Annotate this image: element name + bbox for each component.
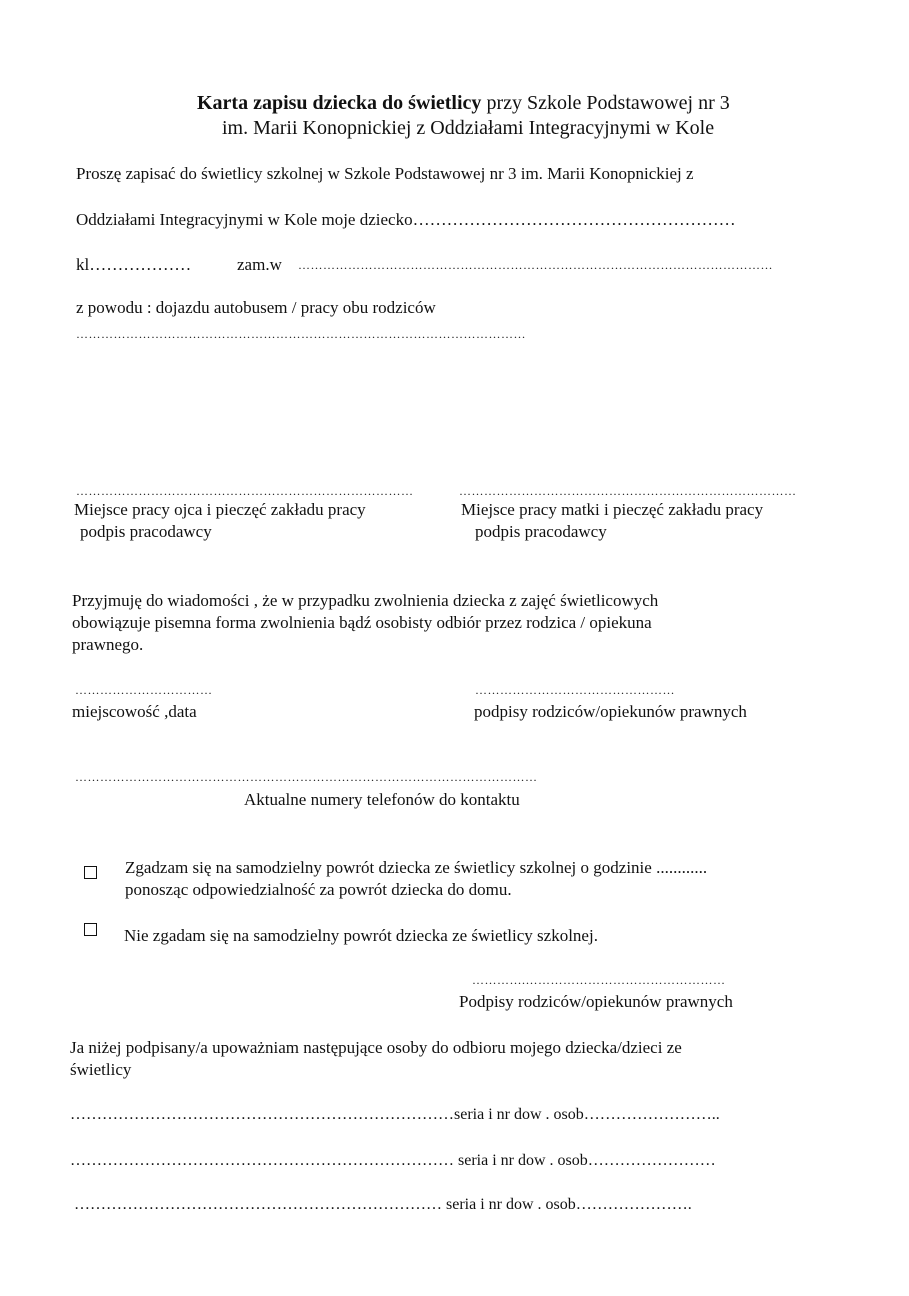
phone-numbers-label: Aktualne numery telefonów do kontaktu <box>244 790 520 809</box>
reason-field[interactable]: ……………………………………………………………………………………………… <box>76 327 526 341</box>
agree-checkbox[interactable] <box>84 866 97 879</box>
parents-signature-2-label: Podpisy rodziców/opiekunów prawnych <box>459 992 733 1011</box>
father-employer-field[interactable]: ……………………………………………………………………… <box>76 484 414 498</box>
address-field[interactable]: …………………………………………………………………………………………………… <box>298 258 773 272</box>
father-employer-sub: podpis pracodawcy <box>80 522 212 541</box>
disagree-checkbox[interactable] <box>84 923 97 936</box>
parents-signature-2-field[interactable]: ………….………………………………………… <box>472 973 726 987</box>
class-field[interactable]: kl……………… <box>76 255 192 274</box>
place-date-field[interactable]: …………………………… <box>75 683 213 697</box>
agree-line-2: ponosząc odpowiedzialność za powrót dziecka do domu. <box>125 880 512 899</box>
authorized-person-row[interactable]: …………………………………………………………… seria i nr dow . osob…………………. <box>74 1196 692 1213</box>
mother-employer-label: Miejsce pracy matki i pieczęć zakładu pracy <box>461 500 764 519</box>
phone-numbers-field[interactable]: ………………………………………………………………………………………………… <box>75 770 538 784</box>
parents-signature-label: podpisy rodziców/opiekunów prawnych <box>474 702 747 721</box>
agree-line-1: Zgadzam się na samodzielny powrót dziecka ze świetlicy szkolnej o godzinie ............ <box>125 858 708 877</box>
form-title <box>197 90 730 116</box>
reason-text: z powodu : dojazdu autobusem / pracy obu rodziców <box>76 298 436 317</box>
parents-signature-field[interactable]: ………………………………………… <box>475 683 675 697</box>
form-title-bold: Karta zapisu dziecka do świetlicy <box>197 92 482 114</box>
place-date-label: miejscowość ,data <box>72 702 197 721</box>
acknowledgement-line-1: Przyjmuję do wiadomości , że w przypadku zwolnienia dziecka z zajęć świetlicowych <box>72 591 659 610</box>
authorization-line-2: świetlicy <box>70 1060 132 1079</box>
address-label: zam.w <box>237 255 282 274</box>
child-name-field[interactable]: Oddziałami Integracyjnymi w Kole moje dziecko………………………………………………… <box>76 210 736 229</box>
authorized-person-row[interactable]: ………………………………………………………………seria i nr dow . osob…………………….. <box>70 1106 720 1123</box>
authorized-person-row[interactable]: ……………………………………………………………… seria i nr dow . osob…………………… <box>70 1152 716 1169</box>
authorization-line-1: Ja niżej podpisany/a upoważniam następujące osoby do odbioru mojego dziecka/dzieci ze <box>70 1038 682 1057</box>
mother-employer-field[interactable]: ……………………………………………………………………… <box>459 484 797 498</box>
disagree-text: Nie zgadam się na samodzielny powrót dziecka ze świetlicy szkolnej. <box>124 926 598 945</box>
form-subtitle: im. Marii Konopnickiej z Oddziałami Integracyjnymi w Kole <box>222 117 715 139</box>
form-title-rest: przy Szkole Podstawowej nr 3 <box>486 92 730 114</box>
mother-employer-sub: podpis pracodawcy <box>475 522 607 541</box>
intro-line-1: Proszę zapisać do świetlicy szkolnej w Szkole Podstawowej nr 3 im. Marii Konopnickiej z <box>76 164 694 183</box>
acknowledgement-line-3: prawnego. <box>72 635 144 654</box>
acknowledgement-line-2: obowiązuje pisemna forma zwolnienia bądź osobisty odbiór przez rodzica / opiekuna <box>72 613 652 632</box>
father-employer-label: Miejsce pracy ojca i pieczęć zakładu pracy <box>74 500 366 519</box>
